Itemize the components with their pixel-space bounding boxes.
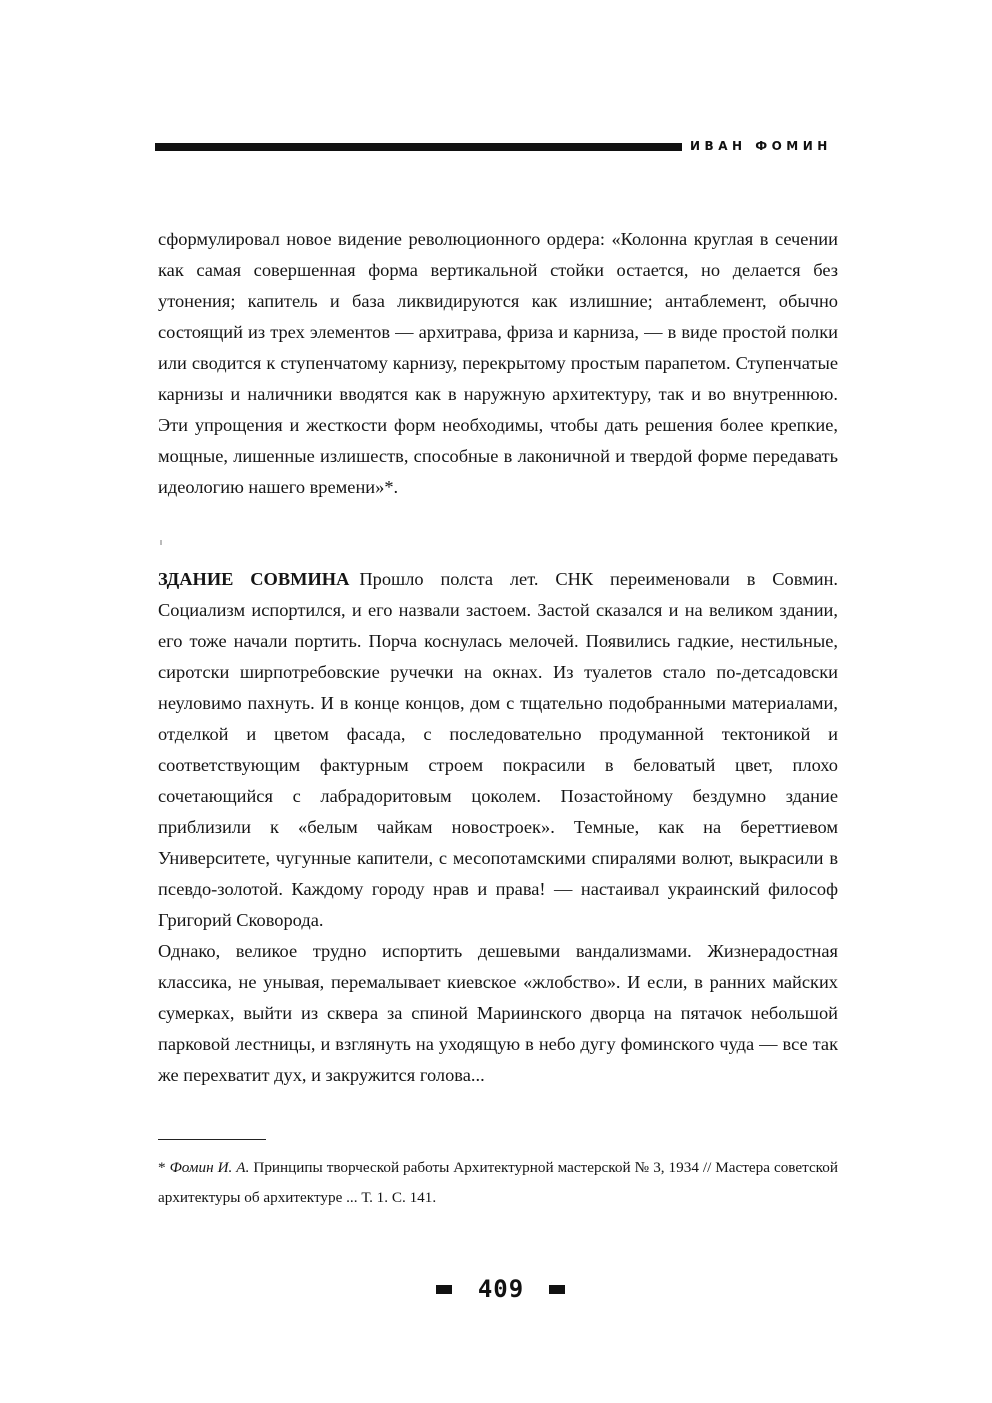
footnote	[158, 1153, 838, 1213]
page-number: 409	[477, 1275, 525, 1303]
folio-right-block	[549, 1285, 565, 1294]
footnote-marker: *	[158, 1159, 170, 1176]
section-text: Прошло полста лет. СНК переименовали в Совмин. Социализм испортился, и его назвали застоем. Застой сказался и на великом здании, его тоже начали портить. Порча коснулась мелочей. Появились гадкие, нестильные, сиротски ширпотребовские ручечки на окнах. Из туалетов стало по-детсадовски неуловимо пахнуть. И в конце концов, дом с тщательно подобранными материалами, отделкой и цветом фасада, с последовательно продуманной тектоникой и соответствующим фактурным строем покрасили в беловатый цвет, плохо сочетающийся с лабрадоритовым цоколем. Позастойному бездумно здание приблизили к «белым чайкам новостроек». Темные, как на береттиевом Университете, чугунные капители, с месопотамскими спиралями волют, выкрасили в псевдо-золотой. Каждому городу нрав и права! — настаивал украинский философ Григорий Сковорода.	[158, 569, 839, 930]
section-title: ЗДАНИЕ СОВМИНА	[158, 569, 350, 589]
header-rule	[155, 143, 682, 151]
running-head: ИВАН ФОМИН	[690, 139, 832, 153]
footnote-text: Принципы творческой работы Архитектурной мастерской № 3, 1934 // Мастера советской архитектуры об архитектуре ... Т. 1. С. 141.	[158, 1159, 839, 1206]
footnote-author: Фомин И. А.	[169, 1159, 250, 1176]
stray-mark	[160, 540, 162, 545]
folio	[436, 1274, 566, 1304]
body-paragraph-3: Однако, великое трудно испортить дешевыми вандализмами. Жизнерадостная классика, не унывая, перемалывает киевское «жлобство». И если, в ранних майских сумерках, выйти из сквера за спиной Мариинского дворца на пятачок небольшой парковой лестницы, и взглянуть на уходящую в небо дугу фоминского чуда — все так же перехватит дух, и закружится голова...	[158, 941, 838, 1085]
footnote-rule	[158, 1139, 266, 1140]
body-paragraph-1: сформулировал новое видение революционного ордера: «Колонна круглая в сечении как самая совершенная форма вертикальной стойки остается, но делается без утонения; капитель и база ликвидируются как излишние; антаблемент, обычно состоящий из трех элементов — архитрава, фриза и карниза, — в виде простой полки или сводится к ступенчатому карнизу, перекрытому простым парапетом. Ступенчатые карнизы и наличники вводятся как в наружную архитектуру, так и во внутреннюю. Эти упрощения и жесткости форм необходимы, чтобы дать решения более крепкие, мощные, лишенные излишеств, способные в лаконичной и твердой форме передавать идеологию нашего времени»*.	[158, 229, 838, 497]
body-paragraph-2	[158, 564, 838, 936]
folio-left-block	[436, 1285, 452, 1294]
